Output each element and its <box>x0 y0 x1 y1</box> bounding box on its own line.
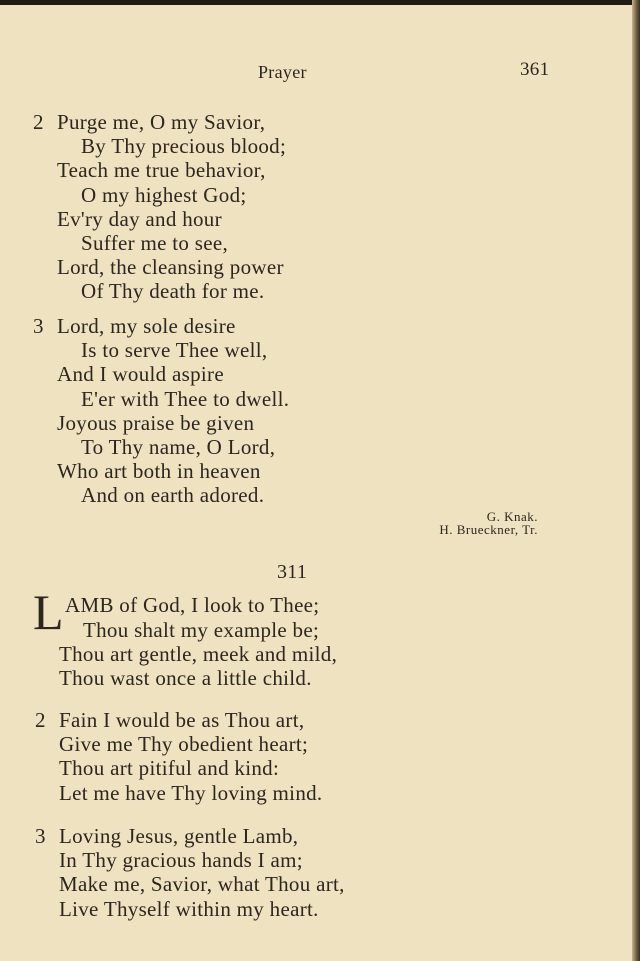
verse-line: Ev'ry day and hour <box>57 206 222 231</box>
verse-line: AMB of God, I look to Thee; <box>65 593 320 617</box>
page-right-edge <box>632 0 640 961</box>
verse-line: Suffer me to see, <box>81 231 229 256</box>
verse-line: Let me have Thy loving mind. <box>59 780 323 805</box>
stanza <box>57 314 289 508</box>
stanza-number: 3 <box>35 824 46 848</box>
verse-line: O my highest God; <box>81 182 247 207</box>
verse-line: And I would aspire <box>57 362 224 387</box>
verse-line: Live Thyself within my heart. <box>59 896 319 921</box>
running-header-title: Prayer <box>258 62 307 82</box>
verse-line: In Thy gracious hands I am; <box>59 848 303 873</box>
page-top-edge <box>0 0 640 5</box>
verse-line: Give me Thy obedient heart; <box>59 732 309 757</box>
drop-cap: L <box>33 584 64 640</box>
verse-line: Thou wast once a little child. <box>59 666 312 691</box>
stanza <box>57 110 286 304</box>
verse-line: Purge me, O my Savior, <box>57 110 266 134</box>
stanza-number: 3 <box>33 314 44 338</box>
stanza-number: 2 <box>35 708 46 732</box>
verse-line: Thou art pitiful and kind: <box>59 756 280 781</box>
author-credit: G. Knak. <box>486 509 538 524</box>
stanza <box>59 708 322 805</box>
stanza <box>59 593 337 691</box>
verse-line: Thou art gentle, meek and mild, <box>59 642 338 667</box>
verse-line: Joyous praise be given <box>57 410 255 435</box>
verse-line: By Thy precious blood; <box>81 134 287 159</box>
translator-credit: H. Brueckner, Tr. <box>439 522 538 537</box>
verse-line: Loving Jesus, gentle Lamb, <box>59 824 299 848</box>
verse-line: And on earth adored. <box>81 483 265 508</box>
verse-line: E'er with Thee to dwell. <box>81 386 290 411</box>
stanza-number: 2 <box>33 110 44 134</box>
verse-line: Lord, my sole desire <box>57 314 236 338</box>
verse-line: Fain I would be as Thou art, <box>59 708 305 732</box>
hymn-number: 311 <box>277 561 308 583</box>
verse-line: Is to serve Thee well, <box>81 338 268 363</box>
verse-line: Thou shalt my example be; <box>83 618 320 642</box>
verse-line: Teach me true behavior, <box>57 158 266 183</box>
verse-line: Who art both in heaven <box>57 459 261 484</box>
verse-line: To Thy name, O Lord, <box>81 435 276 460</box>
stanza <box>59 824 345 921</box>
page-number: 361 <box>520 59 550 80</box>
verse-line: Lord, the cleansing power <box>57 255 284 280</box>
verse-line: Make me, Savior, what Thou art, <box>59 872 345 897</box>
verse-line: Of Thy death for me. <box>81 279 265 304</box>
